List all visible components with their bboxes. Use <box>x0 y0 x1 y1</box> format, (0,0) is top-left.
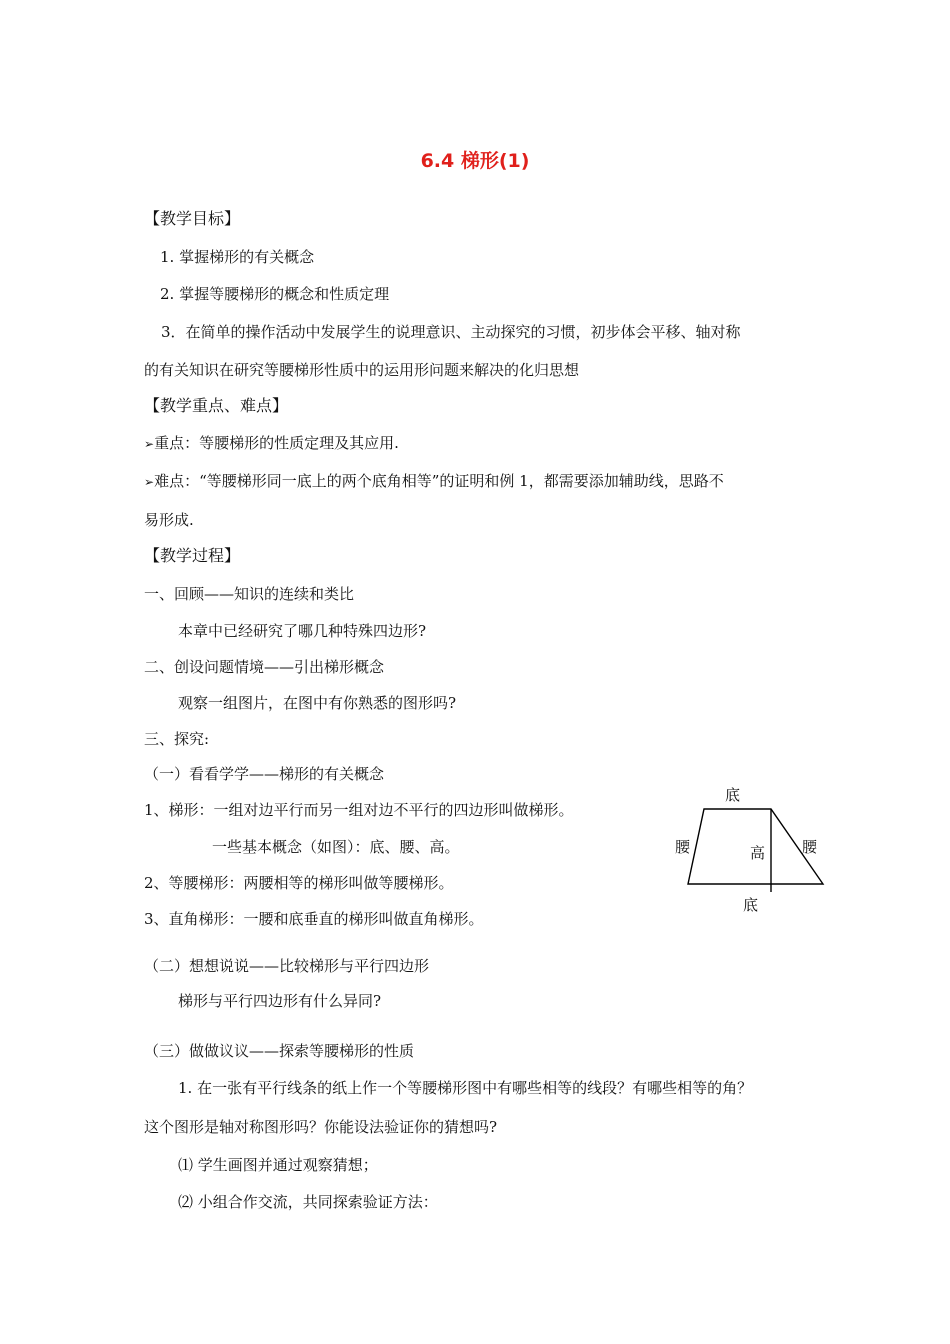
objective-item-continued: 的有关知识在研究等腰梯形性质中的运用形问题来解决的化归思想 <box>144 361 580 379</box>
arrow-bullet-icon: ➢ <box>144 437 155 451</box>
key-points-heading: 【教学重点、难点】 <box>144 396 289 415</box>
subsection-title: （三）做做议议——探索等腰梯形的性质 <box>144 1042 415 1060</box>
difficult-point-line: ➢难点：“等腰梯形同一底上的两个底角相等”的证明和例 1，都需要添加辅助线，思路不 <box>144 472 724 490</box>
diagram-label-right-leg: 腰 <box>802 838 818 856</box>
page-title: 6.4 梯形(1) <box>420 150 530 172</box>
task-step: ⑵ 小组合作交流，共同探索验证方法： <box>178 1193 438 1211</box>
diagram-label-top-base: 底 <box>725 786 741 804</box>
task-question: 1. 在一张有平行线条的纸上作一个等腰梯形图中有哪些相等的线段？有哪些相等的角？ <box>178 1079 753 1097</box>
section-question: 本章中已经研究了哪几种特殊四边形? <box>178 622 427 640</box>
objective-item: 1. 掌握梯形的有关概念 <box>160 248 315 266</box>
arrow-bullet-icon: ➢ <box>144 475 155 489</box>
task-question-continued: 这个图形是轴对称图形吗？你能设法验证你的猜想吗? <box>144 1118 498 1136</box>
section-title: 二、创设问题情境——引出梯形概念 <box>144 658 385 676</box>
process-heading: 【教学过程】 <box>144 546 241 565</box>
definition-right: 3、直角梯形：一腰和底垂直的梯形叫做直角梯形。 <box>144 910 484 928</box>
definition-isosceles: 2、等腰梯形：两腰相等的梯形叫做等腰梯形。 <box>144 874 454 892</box>
section-title: 三、探究: <box>144 730 210 748</box>
diagram-label-height: 高 <box>750 844 766 862</box>
objectives-heading: 【教学目标】 <box>144 209 241 228</box>
diagram-label-left-leg: 腰 <box>675 838 691 856</box>
objective-item: 3．在简单的操作活动中发展学生的说理意识、主动探究的习惯，初步体会平移、轴对称 <box>161 323 741 341</box>
key-point-line: ➢重点：等腰梯形的性质定理及其应用. <box>144 434 399 452</box>
task-step: ⑴ 学生画图并通过观察猜想； <box>178 1156 378 1174</box>
objective-item: 2. 掌握等腰梯形的概念和性质定理 <box>160 285 390 303</box>
definition-trapezoid: 1、梯形：一组对边平行而另一组对边不平行的四边形叫做梯形。 <box>144 801 574 819</box>
difficult-point-continued: 易形成. <box>144 511 194 529</box>
subsection-question: 梯形与平行四边形有什么异同? <box>178 992 382 1010</box>
section-title: 一、回顾——知识的连续和类比 <box>144 585 355 603</box>
section-question: 观察一组图片，在图中有你熟悉的图形吗? <box>178 694 457 712</box>
diagram-label-bottom-base: 底 <box>743 896 759 914</box>
basic-concepts: 一些基本概念（如图）：底、腰、高。 <box>212 838 460 856</box>
subsection-title: （一）看看学学——梯形的有关概念 <box>144 765 385 783</box>
subsection-title: （二）想想说说——比较梯形与平行四边形 <box>144 957 430 975</box>
